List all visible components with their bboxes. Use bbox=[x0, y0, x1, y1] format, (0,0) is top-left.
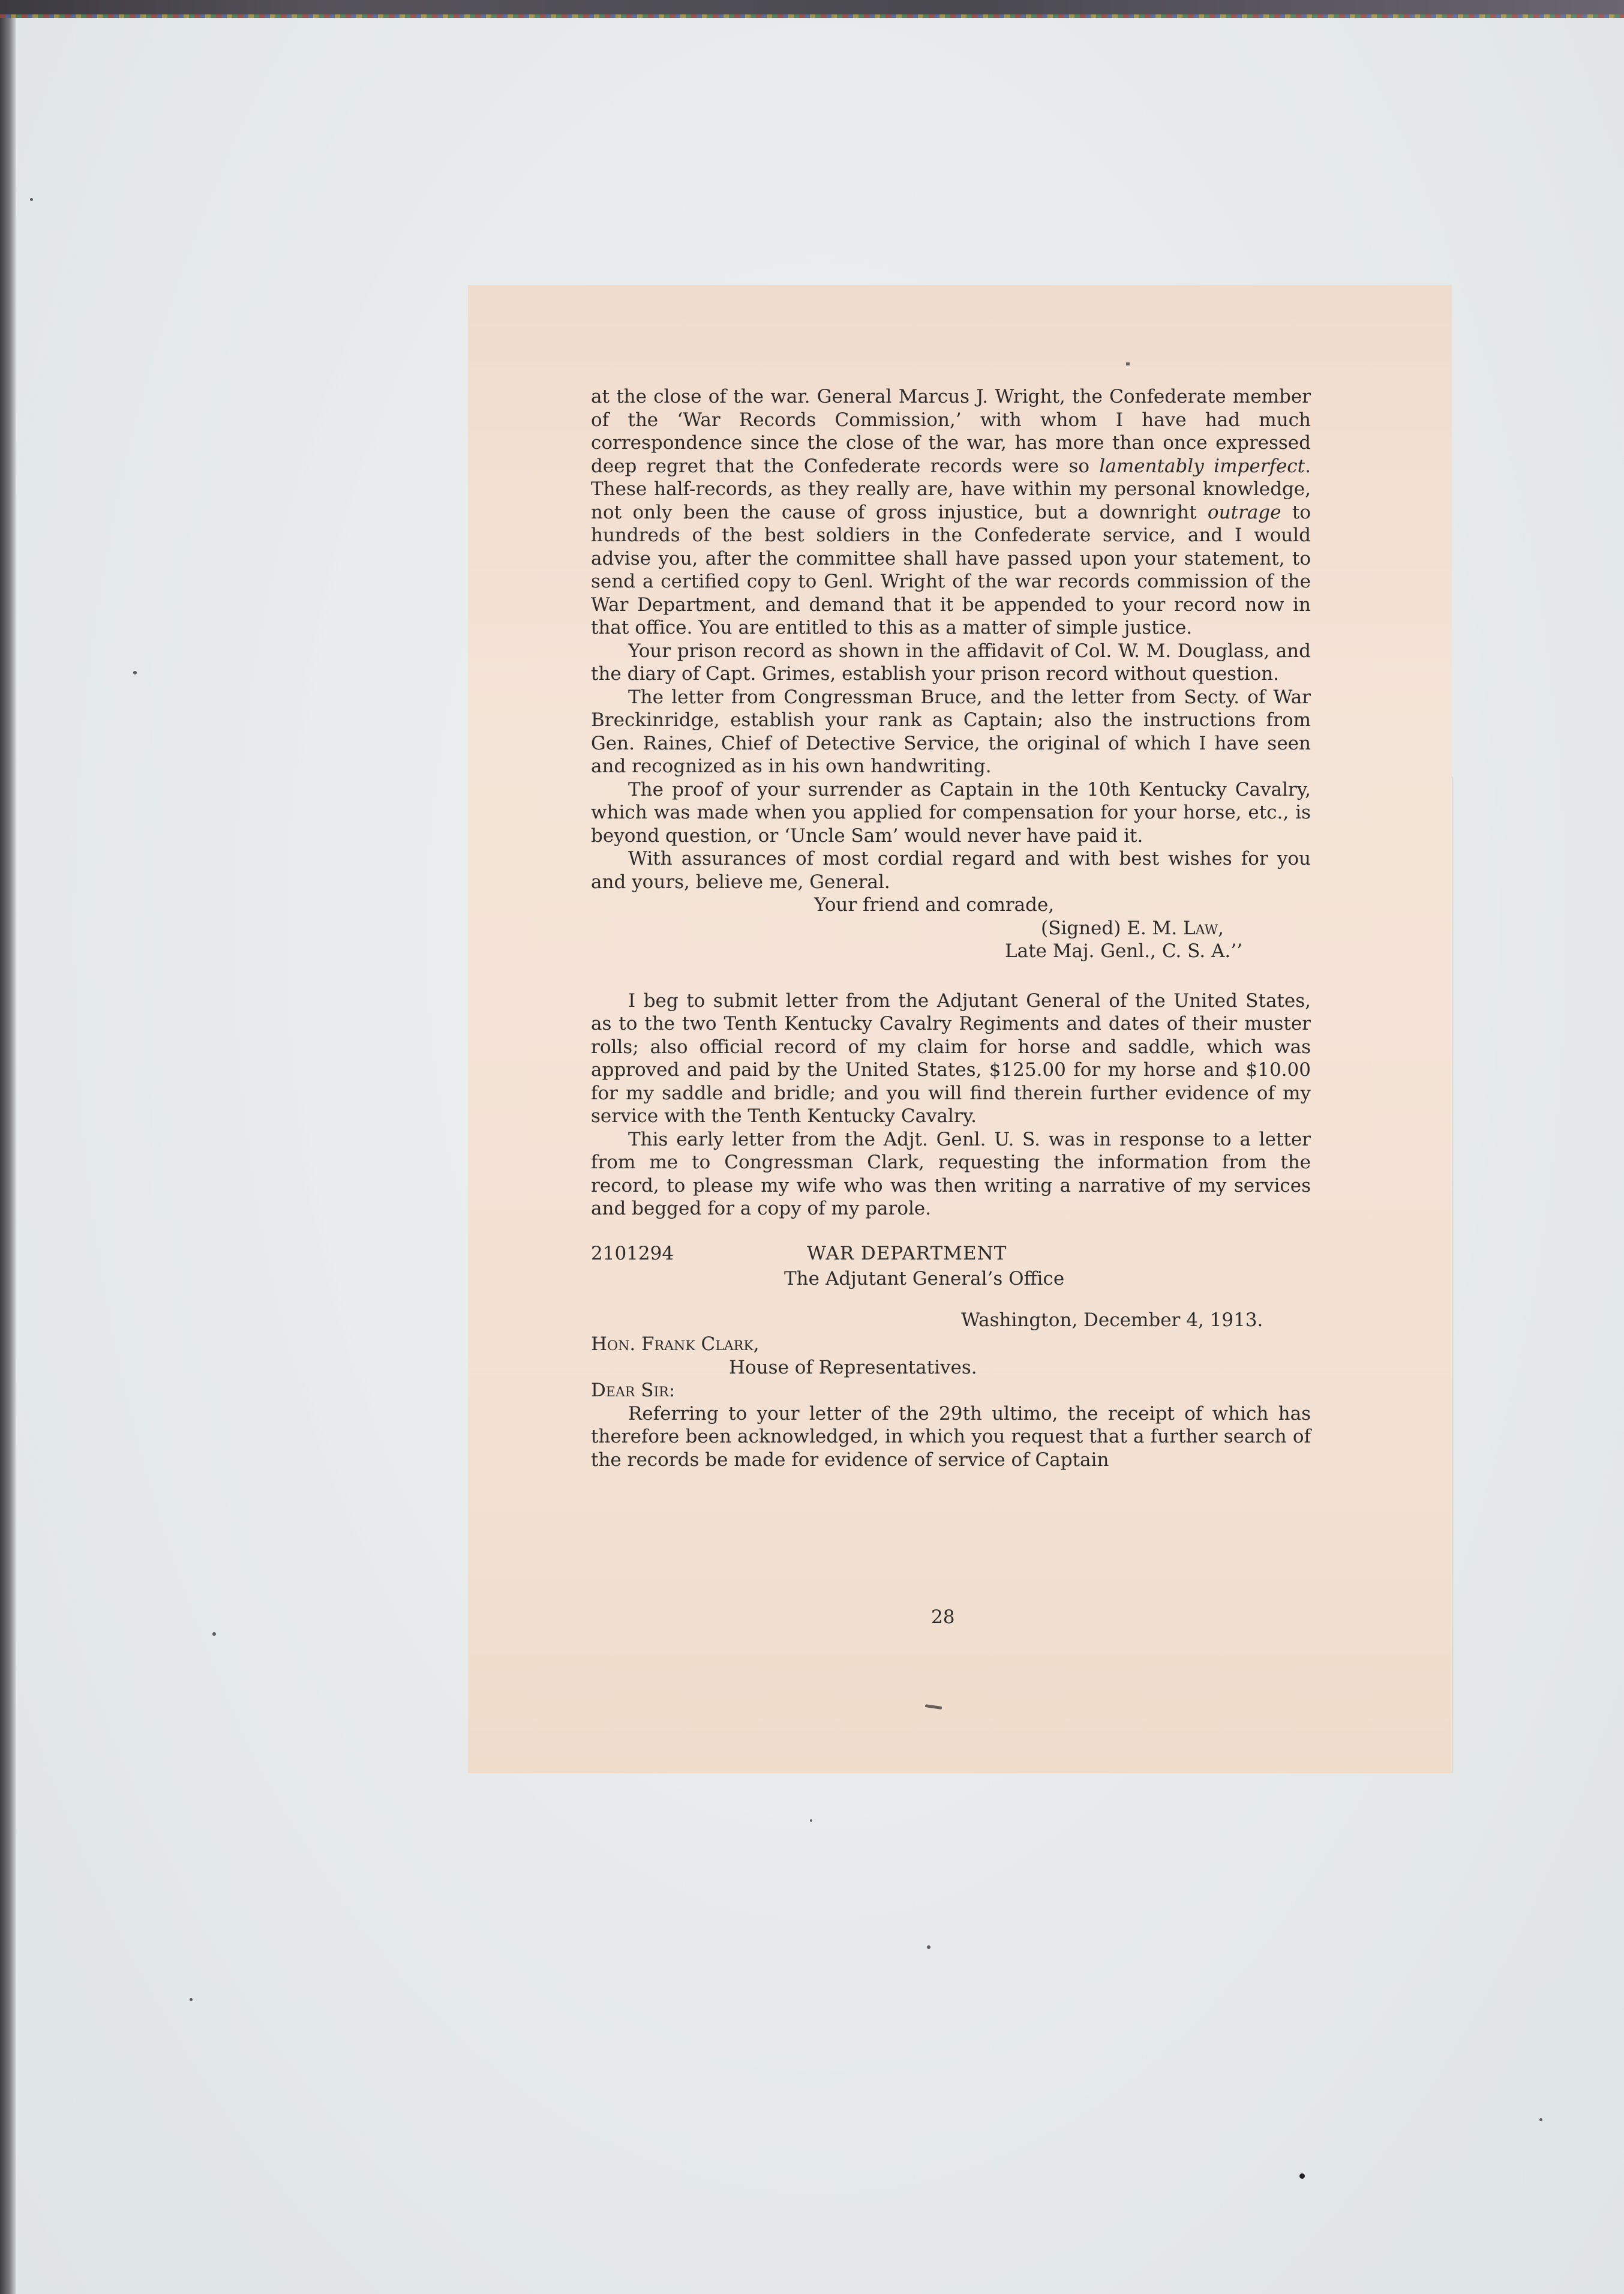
letter-paragraph: With assurances of most cordial regard and with best wishes for you and yours, believe me, General. bbox=[591, 848, 1311, 893]
signer-title: Late Maj. Genl., C. S. A.’’ bbox=[1005, 940, 1242, 962]
letter-paragraph: The proof of your surrender as Captain in the 10th Kentucky Cavalry, which was made when you applied for compensation for your horse, etc., is beyond question, or ‘Uncle Sam’ would never have paid it. bbox=[591, 778, 1311, 847]
dust-speck bbox=[30, 198, 33, 201]
signature-name: Law, bbox=[1182, 917, 1224, 939]
letter-paragraph: The letter from Congressman Bruce, and the letter from Secty. of War Breckinridge, establish your rank as Captain; also the instructions from Gen. Raines, Chief of Detective Service, the original of which I have seen and recognized as in his own handwriting. bbox=[591, 686, 1311, 777]
signature-prefix: (Signed) E. M. bbox=[1041, 917, 1183, 939]
scanner-left-edge bbox=[0, 18, 16, 2294]
letter-paragraph bbox=[591, 385, 1311, 640]
department-name: WAR DEPARTMENT bbox=[807, 1242, 1007, 1264]
letter-closing: Your friend and comrade, bbox=[814, 894, 1055, 916]
addressee bbox=[591, 1332, 1311, 1356]
salutation: Dear Sir: bbox=[591, 1380, 676, 1401]
letter-signature bbox=[591, 917, 1311, 940]
narrative-paragraph: This early letter from the Adjt. Genl. U. S. was in response to a letter from me to Congressman Clark, requesting the information from the record, to please my wife who was then writing a narrative of my services and begged for a copy of my parole. bbox=[591, 1128, 1311, 1219]
office-name: The Adjutant General’s Office bbox=[784, 1268, 1065, 1290]
italic-run: lamentably imperfect bbox=[1099, 455, 1305, 477]
scanner-top-edge bbox=[0, 0, 1624, 18]
file-number: 2101294 bbox=[591, 1242, 674, 1264]
addressee-prefix: Hon. bbox=[591, 1333, 642, 1355]
page-number: 28 bbox=[931, 1606, 955, 1628]
italic-run: outrage bbox=[1207, 501, 1281, 523]
addressee-house: House of Representatives. bbox=[729, 1356, 977, 1378]
letter-paragraph: Your prison record as shown in the affidavit of Col. W. M. Douglass, and the diary of Capt. Grimes, establish your prison record without question. bbox=[591, 640, 1311, 685]
dust-speck bbox=[212, 1632, 216, 1636]
dust-speck bbox=[133, 671, 137, 674]
narrative-paragraph: I beg to submit letter from the Adjutant General of the United States, as to the two Tenth Kentucky Cavalry Regiments and dates of their muster rolls; also official record of my claim for horse and saddle, which was approved and paid by the United States, $125.00 for my horse and $10.00 for my saddle and bridle; and you will find therein further evidence of my service with the Tenth Kentucky Cavalry. bbox=[591, 989, 1311, 1127]
ink-mark bbox=[1126, 362, 1130, 365]
text-run: at the close of the war. General Marcus J. Wright, the Confederate member of the ‘War Records Commission,’ with whom I have had much correspondence since the close of the war, has more than once expressed deep regret that the Confederate records were so bbox=[591, 386, 1311, 477]
letter-body: Referring to your letter of the 29th ultimo, the receipt of which has therefore been acknowledged, in which you request that a further search of the records be made for evidence of service of Captain bbox=[591, 1402, 1311, 1471]
dust-speck bbox=[927, 1945, 930, 1949]
text-run: . These half-records, as they really are, have within my personal knowledge, not only been the cause of gross injustice, but a downright bbox=[591, 455, 1311, 523]
letter-date: Washington, December 4, 1913. bbox=[961, 1309, 1263, 1331]
letterhead bbox=[591, 1242, 1311, 1266]
dust-speck bbox=[1539, 2118, 1542, 2121]
page-body bbox=[591, 385, 1311, 1471]
addressee-name: Frank Clark, bbox=[641, 1333, 760, 1355]
dust-speck bbox=[1299, 2173, 1305, 2179]
dust-speck bbox=[810, 1819, 812, 1822]
text-run: to hundreds of the best soldiers in the Confederate service, and I would advise you, after the committee shall have passed upon your statement, to send a certified copy to Genl. Wright of the war records commission of the War Department, and demand that it be appended to your record now in that office. You are entitled to this as a matter of simple justice. bbox=[591, 501, 1311, 638]
dust-speck bbox=[190, 1998, 193, 2001]
